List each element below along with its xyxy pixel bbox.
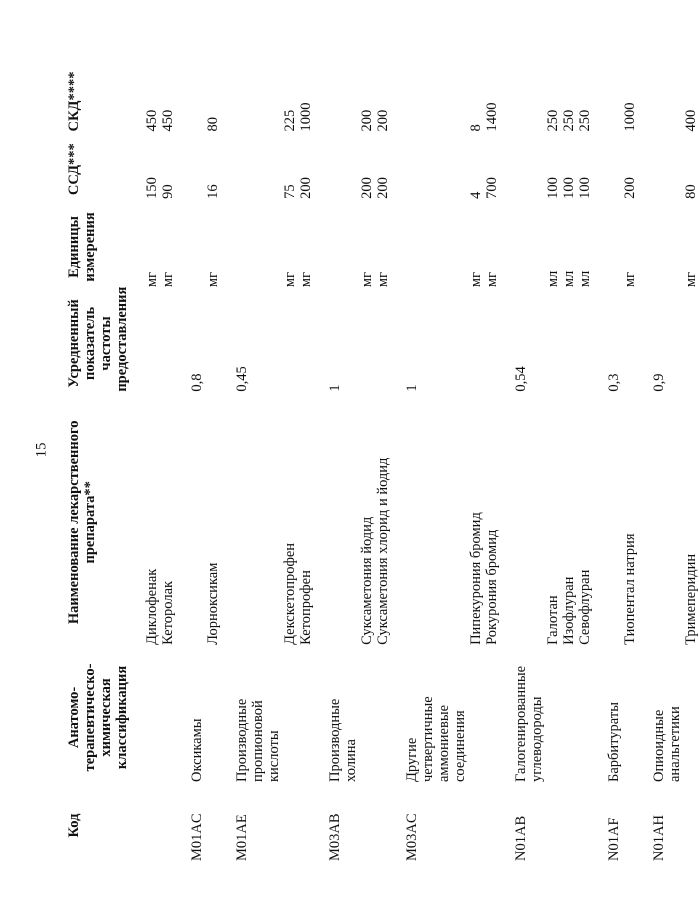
cell-skd: 400 (683, 109, 699, 132)
cell-skd: 80 (205, 116, 221, 132)
cell-avg: 1 (404, 384, 420, 392)
cell-ssd: 200 (375, 177, 391, 199)
cell-classification: Производные пропионовой кислоты (234, 698, 282, 782)
cell-avg (577, 291, 593, 396)
cell-classification (622, 649, 638, 786)
cell-code (375, 786, 391, 865)
cell-skd: 250 (545, 109, 561, 132)
cell-classification (160, 649, 176, 786)
cell-skd: 450 (160, 109, 176, 132)
cell-ssd: 4 (468, 191, 484, 199)
cell-skd: 1000 (622, 102, 638, 132)
table-row (221, 75, 282, 865)
cell-avg (298, 291, 314, 396)
cell-avg (468, 291, 484, 396)
cell-code (298, 786, 314, 865)
cell-code: M01AE (234, 814, 250, 861)
cell-drug-name (314, 396, 359, 649)
page-number: 15 (33, 442, 50, 458)
cell-code (205, 786, 221, 865)
cell-avg: 0,45 (234, 366, 250, 392)
cell-ssd: 700 (484, 177, 500, 199)
table-row (391, 75, 468, 865)
table-row (500, 75, 545, 865)
cell-unit: мл (545, 270, 561, 288)
header-skd: СКД**** (66, 71, 82, 132)
cell-unit: мг (144, 272, 160, 288)
cell-skd: 8 (468, 124, 484, 132)
table-row (468, 75, 484, 865)
cell-avg (683, 291, 699, 396)
cell-ssd: 75 (282, 184, 298, 199)
cell-classification (577, 649, 593, 786)
table-row (282, 75, 298, 865)
cell-unit (638, 203, 683, 291)
cell-drug-name: Декскетопрофен (282, 542, 298, 645)
cell-code (468, 786, 484, 865)
cell-skd: 200 (375, 109, 391, 132)
table-row (484, 75, 500, 865)
table-row (638, 75, 683, 865)
cell-avg: 0,8 (189, 373, 205, 392)
cell-skd: 225 (282, 109, 298, 132)
cell-avg (622, 291, 638, 396)
cell-drug-name (500, 396, 545, 649)
cell-skd (391, 75, 468, 135)
cell-ssd: 150 (144, 177, 160, 199)
table-row (176, 75, 205, 865)
cell-ssd: 90 (160, 184, 176, 199)
cell-drug-name (593, 396, 622, 649)
cell-skd (500, 75, 545, 135)
cell-skd (221, 75, 282, 135)
cell-avg (205, 291, 221, 396)
cell-skd: 250 (577, 109, 593, 132)
cell-ssd (314, 135, 359, 202)
cell-classification: Оксикамы (189, 718, 205, 782)
table-row (545, 75, 561, 865)
cell-ssd: 100 (577, 177, 593, 199)
cell-unit (314, 203, 359, 291)
cell-ssd: 200 (359, 177, 375, 199)
cell-classification (468, 649, 484, 786)
cell-drug-name (391, 396, 468, 649)
cell-classification (298, 649, 314, 786)
cell-avg (160, 291, 176, 396)
cell-ssd: 200 (622, 177, 638, 199)
cell-avg (545, 291, 561, 396)
cell-unit (391, 203, 468, 291)
cell-drug-name: Кеторолак (160, 580, 176, 645)
cell-code (282, 786, 298, 865)
cell-code (545, 786, 561, 865)
table-header-row (66, 75, 144, 865)
cell-avg (561, 291, 577, 396)
table-row (298, 75, 314, 865)
cell-code (144, 786, 160, 865)
cell-unit: мг (683, 272, 699, 288)
header-avg-frequency: Усредненный показатель частоты предоставления (66, 286, 130, 392)
cell-skd: 1400 (484, 102, 500, 132)
cell-drug-name: Суксаметония хлорид и йодид (375, 457, 391, 645)
cell-classification (282, 649, 298, 786)
table-row (683, 75, 699, 865)
cell-code (561, 786, 577, 865)
table-row (205, 75, 221, 865)
cell-ssd (500, 135, 545, 202)
cell-code: M01AC (189, 813, 205, 861)
cell-classification (545, 649, 561, 786)
cell-code (622, 786, 638, 865)
cell-drug-name: Суксаметония йодид (359, 516, 375, 645)
table-row (314, 75, 359, 865)
cell-skd: 1000 (298, 102, 314, 132)
table-row (593, 75, 622, 865)
cell-skd (593, 75, 622, 135)
cell-avg (359, 291, 375, 396)
cell-classification: Другие четвертичные аммониевые соединения (404, 696, 468, 782)
cell-skd: 200 (359, 109, 375, 132)
cell-skd (314, 75, 359, 135)
cell-avg: 0,9 (651, 373, 667, 392)
cell-code (683, 786, 699, 865)
table-row (359, 75, 375, 865)
header-units: Единицы измерения (66, 212, 98, 282)
cell-skd (176, 75, 205, 135)
cell-drug-name: Лорноксикам (205, 562, 221, 645)
table-row (622, 75, 638, 865)
cell-code (160, 786, 176, 865)
cell-unit: мг (282, 272, 298, 288)
cell-code: M03AB (327, 813, 343, 861)
cell-classification: Опиоидные анальгетики (651, 706, 683, 782)
cell-unit: мг (205, 272, 221, 288)
cell-avg (144, 291, 160, 396)
cell-ssd: 80 (683, 184, 699, 199)
table-row (577, 75, 593, 865)
cell-avg: 1 (327, 384, 343, 392)
cell-ssd: 200 (298, 177, 314, 199)
cell-code (577, 786, 593, 865)
cell-drug-name: Изофлуран (561, 576, 577, 645)
cell-avg (282, 291, 298, 396)
cell-unit: мл (561, 270, 577, 288)
cell-drug-name: Тиопентал натрия (622, 533, 638, 645)
cell-drug-name: Пипекурония бромид (468, 512, 484, 645)
cell-code: N01AF (606, 817, 622, 861)
cell-classification (683, 649, 699, 786)
cell-unit: мг (160, 272, 176, 288)
cell-code: N01AB (513, 815, 529, 861)
cell-unit (593, 203, 622, 291)
cell-drug-name: Галотан (545, 595, 561, 645)
cell-ssd (176, 135, 205, 202)
cell-avg: 0,3 (606, 373, 622, 392)
cell-classification: Барбитураты (606, 702, 622, 782)
cell-ssd (638, 135, 683, 202)
cell-skd: 450 (144, 109, 160, 132)
cell-unit: мг (375, 272, 391, 288)
cell-classification (375, 649, 391, 786)
cell-unit: мг (484, 272, 500, 288)
cell-unit: мг (298, 272, 314, 288)
cell-unit: мг (468, 272, 484, 288)
cell-ssd (593, 135, 622, 202)
cell-ssd (221, 135, 282, 202)
cell-classification (561, 649, 577, 786)
cell-skd: 250 (561, 109, 577, 132)
cell-code (484, 786, 500, 865)
header-ssd: ССД*** (66, 143, 82, 196)
cell-drug-name: Севофлуран (577, 569, 593, 645)
cell-drug-name: Рокурония бромид (484, 529, 500, 645)
cell-drug-name (221, 396, 282, 649)
cell-code: N01AH (651, 815, 667, 861)
cell-classification (205, 649, 221, 786)
cell-drug-name: Кетопрофен (298, 570, 314, 645)
cell-classification: Галогенированные углеводороды (513, 665, 545, 782)
cell-drug-name: Тримеперидин (683, 553, 699, 645)
cell-unit (176, 203, 205, 291)
cell-classification (484, 649, 500, 786)
cell-drug-name: Диклофенак (144, 568, 160, 645)
cell-classification (359, 649, 375, 786)
cell-unit: мг (622, 272, 638, 288)
table-row (561, 75, 577, 865)
cell-skd (638, 75, 683, 135)
cell-classification (144, 649, 160, 786)
cell-avg (375, 291, 391, 396)
table-row (375, 75, 391, 865)
cell-ssd: 100 (545, 177, 561, 199)
drug-table (66, 71, 699, 865)
table-row (160, 75, 176, 865)
cell-ssd (391, 135, 468, 202)
cell-unit (221, 203, 282, 291)
cell-unit: мг (359, 272, 375, 288)
cell-drug-name (176, 396, 205, 649)
cell-ssd: 100 (561, 177, 577, 199)
cell-code: M03AC (404, 813, 420, 861)
cell-code (359, 786, 375, 865)
cell-avg (484, 291, 500, 396)
cell-unit (500, 203, 545, 291)
cell-unit: мл (577, 270, 593, 288)
cell-ssd: 16 (205, 184, 221, 199)
cell-classification: Производные холина (327, 698, 359, 782)
header-code: Код (66, 813, 82, 838)
cell-avg: 0,54 (513, 366, 529, 392)
cell-drug-name (638, 396, 683, 649)
header-classification: Анатомо-терапевтическо-химическая классификация (66, 663, 130, 772)
rotated-table-container (66, 71, 699, 865)
table-row (144, 75, 160, 865)
header-drug-name: Наименование лекарственного препарата** (66, 420, 98, 625)
